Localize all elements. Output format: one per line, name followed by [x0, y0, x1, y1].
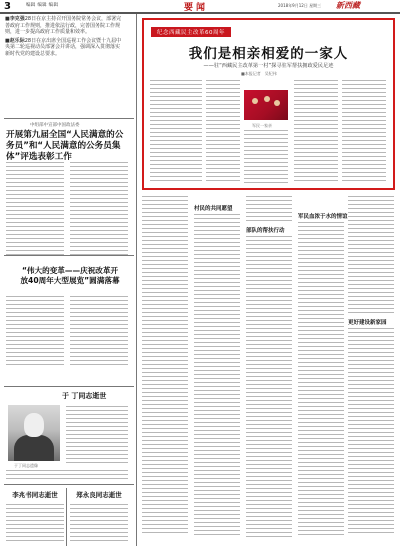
- obituary-portrait: [8, 405, 60, 461]
- divider: [4, 118, 134, 119]
- divider: [136, 14, 137, 546]
- divider: [4, 255, 134, 256]
- article-body-lines: [6, 504, 64, 544]
- subhead: 村民的共同愿望: [194, 206, 233, 212]
- article-body-lines: [70, 296, 128, 368]
- subhead: 更好建设新家园: [348, 320, 387, 326]
- subhead: 部队的帮扶行动: [246, 228, 285, 234]
- article-body-lines: [246, 196, 292, 224]
- brief-text: 28日在京出席全国巡视工作会议暨十九届中央第二轮巡视动员部署会并讲话，强调深入贯彻落实新时代党的建设总要求。: [5, 37, 122, 57]
- brief-lead: ■赵乐际: [5, 37, 25, 44]
- left-feature-kicker: 中组部中宣部中国政法委: [30, 123, 80, 128]
- article-body-lines: [206, 80, 240, 184]
- issue-date: 2018年9月12日 星期三: [278, 3, 322, 8]
- obituary-caption: 于丁同志遗像: [14, 463, 38, 468]
- article-body-lines: [6, 296, 64, 368]
- feature-tag: 纪念西藏民主改革60周年: [151, 27, 231, 37]
- left-feature-headline: 开展第九届全国“人民满意的公务员”和“人民满意的公务员集体”评选表彰工作: [6, 130, 124, 162]
- article-body-lines: [6, 162, 64, 258]
- obituary-title: 李兆书同志逝世: [12, 491, 58, 499]
- divider: [4, 386, 134, 387]
- brief-lead: ■李克强: [5, 16, 25, 22]
- article-body-lines: [194, 214, 240, 538]
- article-body-lines: [294, 80, 338, 184]
- page-number: 3: [4, 1, 11, 12]
- page-header: [0, 0, 400, 14]
- brief-text: 28日在京主持召开国务院常务会议，部署完善政府工作规则，推进依法行政，完善国务院工作规则，进一步提高政府工作质量和效率。: [5, 16, 122, 35]
- article-body-lines: [298, 222, 344, 538]
- brief-item: [5, 38, 123, 58]
- divider: [66, 488, 67, 546]
- exhibit-headline: “伟大的变革——庆祝改革开放40周年大型展览”圆满落幕: [20, 266, 120, 285]
- newspaper-logo: 新西藏: [336, 0, 360, 10]
- article-body-lines: [348, 328, 394, 536]
- feature-article-frame: [142, 18, 395, 190]
- feature-subtitle: ——驻“西藏民主改革第一村”探寻驻军帮扶拥政爱民足迹: [203, 63, 334, 69]
- header-left-text: 编辑 编辑 编辑: [26, 3, 59, 8]
- article-body-lines: [244, 130, 288, 186]
- feature-byline: ■本报记者 吴纪伟: [241, 71, 277, 76]
- article-body-lines: [6, 470, 128, 482]
- article-body-lines: [66, 406, 128, 466]
- feature-title: 我们是相亲相爱的一家人: [188, 46, 349, 62]
- obituary-title: 郑永良同志逝世: [76, 491, 122, 499]
- article-body-lines: [348, 196, 394, 316]
- article-body-lines: [342, 80, 386, 184]
- article-body-lines: [150, 80, 202, 184]
- feature-photo: [244, 90, 288, 120]
- left-briefs: [5, 16, 123, 59]
- section-title: 要闻: [184, 3, 209, 13]
- article-body-lines: [70, 162, 128, 258]
- divider: [4, 484, 134, 485]
- article-body-lines: [142, 196, 188, 536]
- subhead: 军民血浓于水的情谊: [298, 214, 348, 220]
- photo-caption: 军民一家亲: [252, 123, 272, 128]
- article-body-lines: [70, 504, 128, 544]
- article-body-lines: [246, 236, 292, 540]
- brief-item: [5, 16, 123, 36]
- obituary-title: 于 丁同志逝世: [62, 392, 107, 400]
